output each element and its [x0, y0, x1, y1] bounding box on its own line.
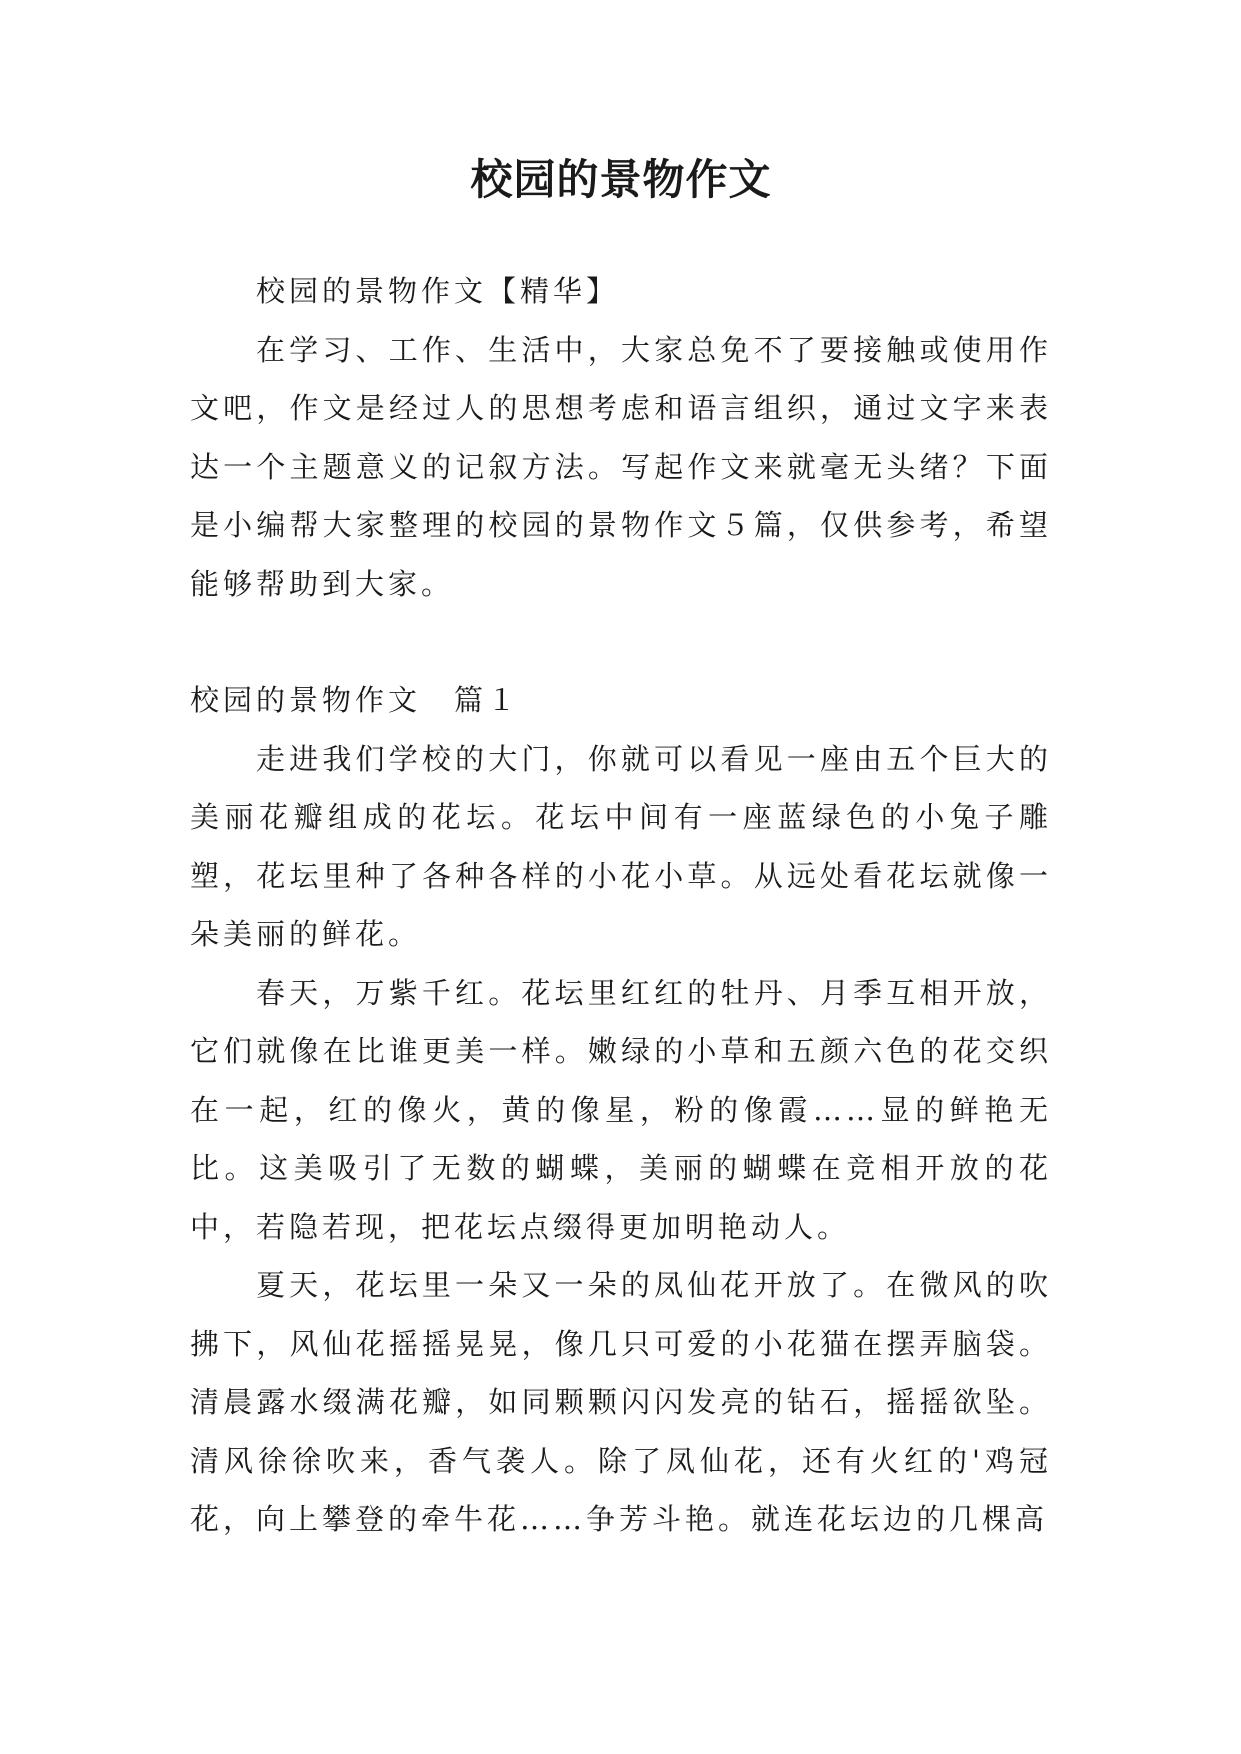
intro-paragraph: 在学习、工作、生活中，大家总免不了要接触或使用作文吧，作文是经过人的思想考虑和语言组织，通过文字来表达一个主题意义的记叙方法。写起作文来就毫无头绪？下面是小编帮大家整理的校园的景物作文５篇，仅供参考，希望能够帮助到大家。 [190, 332, 1052, 601]
section-heading: 校园的景物作文 篇１ [190, 683, 521, 717]
body-paragraph: 走进我们学校的大门，你就可以看见一座由五个巨大的美丽花瓣组成的花坛。花坛中间有一座蓝绿色的小兔子雕塑，花坛里种了各种各样的小花小草。从远处看花坛就像一朵美丽的鲜花。 [190, 741, 1052, 951]
document-title: 校园的景物作文 [470, 155, 772, 204]
document-body [190, 262, 1052, 1549]
body-paragraph: 春天，万紫千红。花坛里红红的牡丹、月季互相开放，它们就像在比谁更美一样。嫩绿的小草和五颜六色的花交织在一起，红的像火，黄的像星，粉的像霞……显的鲜艳无比。这美吸引了无数的蝴蝶，美丽的蝴蝶在竞相开放的花中，若隐若现，把花坛点缀得更加明艳动人。 [190, 975, 1052, 1244]
body-paragraph: 夏天，花坛里一朵又一朵的凤仙花开放了。在微风的吹拂下，风仙花摇摇晃晃，像几只可爱的小花猫在摆弄脑袋。清晨露水缀满花瓣，如同颗颗闪闪发亮的钻石，摇摇欲坠。清风徐徐吹来，香气袭人。除了凤仙花，还有火红的'鸡冠花，向上攀登的牵牛花……争芳斗艳。就连花坛边的几棵高 [190, 1268, 1052, 1536]
intro-heading: 校园的景物作文【精华】 [256, 274, 620, 308]
